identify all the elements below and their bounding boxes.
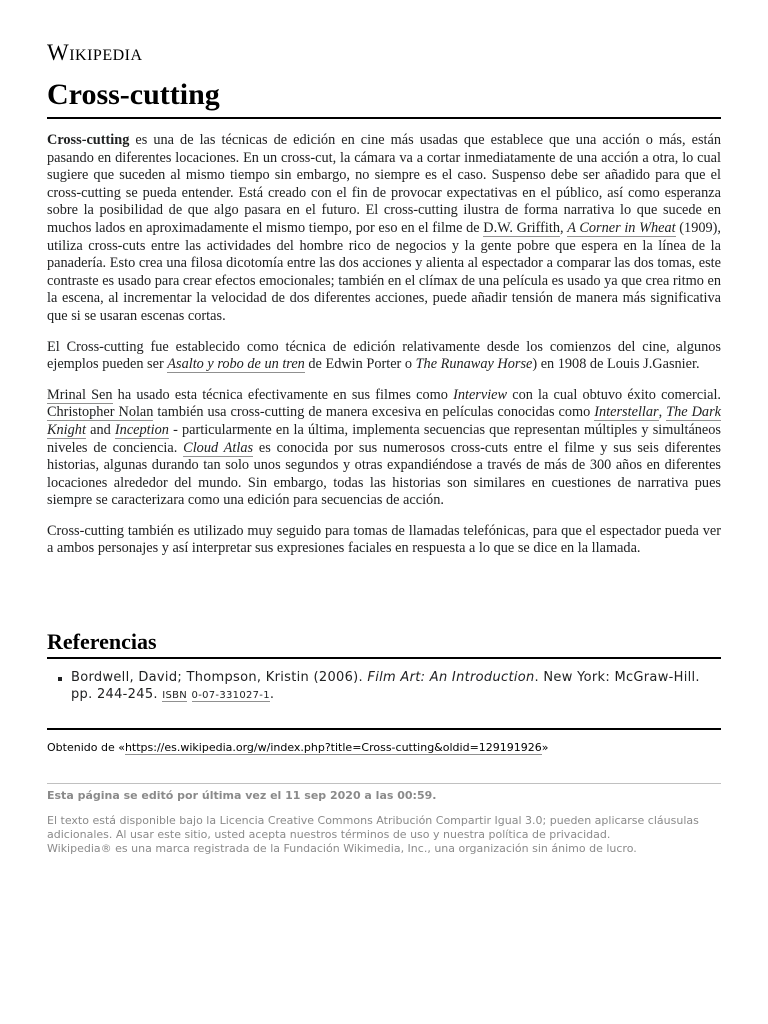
link-mrinal-sen[interactable]: Mrinal Sen bbox=[47, 386, 113, 403]
book-title: Film Art: An Introduction bbox=[367, 670, 535, 685]
link-cloud-atlas[interactable]: Cloud Atlas bbox=[183, 439, 254, 456]
text-run: El Cross-cutting fue establecido como técnica de edición relativamente desde los comienzos del cine, algunos ejemplos pueden ser bbox=[47, 338, 721, 373]
footer-gray-divider bbox=[47, 783, 721, 784]
italic-title: The Runaway Horse bbox=[415, 356, 533, 373]
text-run: , bbox=[559, 219, 568, 236]
link-interstellar[interactable]: Interstellar bbox=[594, 404, 659, 421]
text-run: con la cual obtuvo éxito comercial. bbox=[507, 386, 721, 403]
text-run: and bbox=[85, 421, 115, 438]
license-line-1: El texto está disponible bajo la Licencia Creative Commons Atribución Compartir Igual 3.0; pueden aplicarse cláusulas bbox=[47, 814, 699, 827]
link-a-corner-in-wheat[interactable]: A Corner in Wheat bbox=[567, 219, 676, 236]
text-run: ) en 1908 de Louis J.Gasnier. bbox=[532, 356, 700, 373]
text-run: - particularmente en la última, implementa secuencias que representan múltiples y simultáneos niveles de conciencia. bbox=[47, 421, 721, 456]
link-inception[interactable]: Inception bbox=[114, 421, 169, 438]
link-christopher-nolan[interactable]: Christopher Nolan bbox=[47, 404, 154, 421]
isbn-number-link[interactable]: 0-07-331027-1 bbox=[191, 690, 270, 701]
text-run: . New York: McGraw-Hill. pp. 244-245. bbox=[71, 670, 700, 702]
link-dw-griffith[interactable]: D.W. Griffith bbox=[483, 219, 560, 236]
paragraph-4: Cross-cutting también es utilizado muy seguido para tomas de llamadas telefónicas, para que el espectador pueda ver a ambos personajes y así interpretar sus expresiones faciales en respuesta a lo que se dice en la llamada. bbox=[47, 522, 721, 557]
text-run: es una de las técnicas de edición en cine más usadas que establece que una acción o más, están pasando en diferentes locaciones. En un cross-cut, la cámara va a cortar inmediatamente de una acción a otra, lo cual sugiere que suceden al mismo tiempo sin embargo, no siempre es el caso. Suspenso debe ser añadido para que el cross-cutting se pueda entender. Está creado con el fin de provocar expectativas en el público, así como esperanza sobre la posibilidad de que algo pasara en el futuro. El cross-cutting ilustra de forma narrativa lo que sucede en muchos lados en aproximadamente el mismo tiempo, por eso en el filme de bbox=[47, 132, 721, 236]
text-run: (1909), utiliza cross-cuts entre las actividades del hombre rico de negocios y la gente pobre que espera en la línea de la panadería. Esto crea una filosa dicotomía entre las dos acciones y alienta al espectador a comparar las dos tomas, este contraste es usado para crear efectos emocionales; también en el clímax de una película es usado ya que crea ritmo en la escena, al incrementar la velocidad de dos diferentes acciones, puede añadir tensión de manera más significativa que si se usaran escenas cortas. bbox=[47, 219, 721, 324]
title-divider bbox=[47, 117, 721, 119]
text-run: también usa cross-cutting de manera excesiva en películas conocidas como bbox=[153, 404, 595, 421]
last-edited: Esta página se editó por última vez el 11 sep 2020 a las 00:59. bbox=[47, 789, 437, 802]
link-asalto-y-robo[interactable]: Asalto y robo de un tren bbox=[167, 356, 305, 373]
reference-item bbox=[58, 669, 718, 704]
text-run: , bbox=[658, 404, 667, 421]
italic-title: Interview bbox=[453, 386, 508, 403]
license-line-2: adicionales. Al usar este sitio, usted acepta nuestros términos de uso y nuestra política de privacidad. bbox=[47, 828, 611, 841]
link-the-dark-knight[interactable]: The Dark Knight bbox=[47, 404, 721, 438]
article-body bbox=[47, 132, 721, 571]
text-run: de Edwin Porter o bbox=[304, 356, 416, 373]
license-line-3: Wikipedia® es una marca registrada de la Fundación Wikimedia, Inc., una organización sin ánimo de lucro. bbox=[47, 842, 637, 855]
paragraph-1 bbox=[47, 132, 721, 326]
lead-term: Cross-cutting bbox=[47, 132, 130, 148]
text-run: . bbox=[269, 687, 275, 702]
retrieved-prefix: Obtenido de « bbox=[47, 741, 125, 754]
reference-list bbox=[58, 669, 718, 704]
section-divider bbox=[47, 657, 721, 659]
paragraph-3 bbox=[47, 387, 721, 510]
permalink-link[interactable]: https://es.wikipedia.org/w/index.php?title=Cross-cutting&oldid=129191926 bbox=[124, 741, 542, 754]
license-notice bbox=[47, 814, 721, 856]
wikipedia-wordmark[interactable]: Wikipedia bbox=[47, 40, 143, 65]
paragraph-2 bbox=[47, 339, 721, 374]
text-run: Bordwell, David; Thompson, Kristin (2006). bbox=[71, 670, 368, 685]
footer-divider bbox=[47, 728, 721, 730]
text-run: ha usado esta técnica efectivamente en sus filmes como bbox=[112, 386, 454, 403]
isbn-link[interactable]: ISBN bbox=[162, 690, 188, 701]
retrieved-suffix: » bbox=[541, 741, 549, 754]
retrieved-from bbox=[47, 741, 549, 754]
text-run: es conocida por sus numerosos cross-cuts entre el filme y sus seis diferentes historias, algunas durando tan solo unos segundos y otras expandiéndose a través de más de 300 años en diferentes locaciones alrededor del mundo. Sin embargo, todas las historias son similares en cuestiones de narrativa pues siempre se caracterizara como una edición para secuencias de acción. bbox=[47, 439, 721, 509]
section-heading-referencias: Referencias bbox=[47, 629, 157, 654]
page-title: Cross-cutting bbox=[47, 78, 220, 111]
